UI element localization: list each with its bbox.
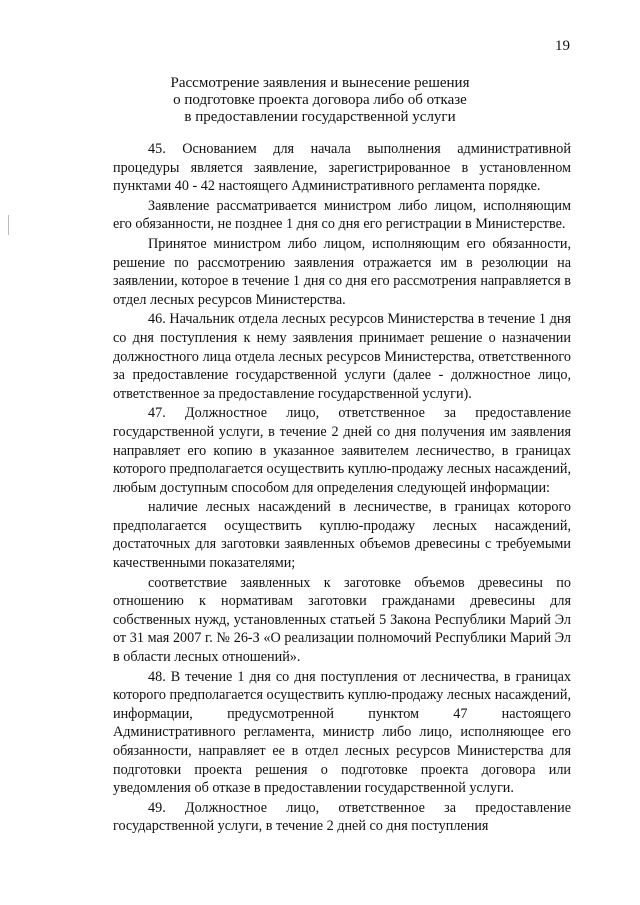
paragraph-47-item-1: наличие лесных насаждений в лесничестве, в границах которого предполагается осуществить куплю-продажу лесных насаждений, достаточных для заготовки заявленных объемов древесины с требуемыми качественными показателями; <box>113 499 571 572</box>
document-body <box>113 140 571 837</box>
heading-line-2: о подготовке проекта договора либо об отказе <box>173 92 467 108</box>
section-heading <box>0 75 640 126</box>
paragraph-49: 49. Должностное лицо, ответственное за предоставление государственной услуги, в течение 2 дней со дня поступления <box>113 799 571 835</box>
paragraph-45-review: Заявление рассматривается министром либо лицом, исполняющим его обязанности, не позднее 1 дня со дня его регистрации в Министерстве. <box>113 197 571 233</box>
scan-margin-mark <box>8 215 9 235</box>
paragraph-47-item-2: соответствие заявленных к заготовке объемов древесины по отношению к нормативам заготовки гражданами древесины для собственных нужд, установленных статьей 5 Закона Республики Марий Эл от 31 мая 2007 г. № 26-З «О реализации полномочий Республики Марий Эл в области лесных отношений». <box>113 574 571 666</box>
paragraph-45: 45. Основанием для начала выполнения административной процедуры является заявление, зарегистрированное в установленном пунктами 40 - 42 настоящего Административного регламента порядке. <box>113 141 571 195</box>
paragraph-46: 46. Начальник отдела лесных ресурсов Министерства в течение 1 дня со дня поступления к нему заявления принимает решение о назначении должностного лица отдела лесных ресурсов Министерства, ответственного за предоставление государственной услуги (далее - должностное лицо, ответственное за предоставление государственной услуги). <box>113 311 571 402</box>
page-number: 19 <box>555 38 570 54</box>
paragraph-45-decision: Принятое министром либо лицом, исполняющим его обязанности, решение по рассмотрению заявления отражается им в резолюции на заявлении, которое в течение 1 дня со дня его рассмотрения направляется в отдел лесных ресурсов Министерства. <box>113 235 571 308</box>
paragraph-48: 48. В течение 1 дня со дня поступления от лесничества, в границах которого предполагается осуществить куплю-продажу лесных насаждений, информации, предусмотренной пунктом 47 настоящего Административного регламента, министр либо лицо, исполняющее его обязанности, направляет ее в отдел лесных ресурсов Министерства для подготовки проекта решения о подготовке проекта договора или уведомления об отказе в предоставлении государственной услуги. <box>113 668 571 797</box>
heading-line-1: Рассмотрение заявления и вынесение решения <box>170 75 470 91</box>
paragraph-47: 47. Должностное лицо, ответственное за предоставление государственной услуги, в течение 2 дней со дня получения им заявления направляет его копию в указанное заявителем лесничество, в границах которого предполагается осуществить куплю-продажу лесных насаждений, любым доступным способом для определения следующей информации: <box>113 405 571 496</box>
heading-line-3: в предоставлении государственной услуги <box>184 109 456 125</box>
